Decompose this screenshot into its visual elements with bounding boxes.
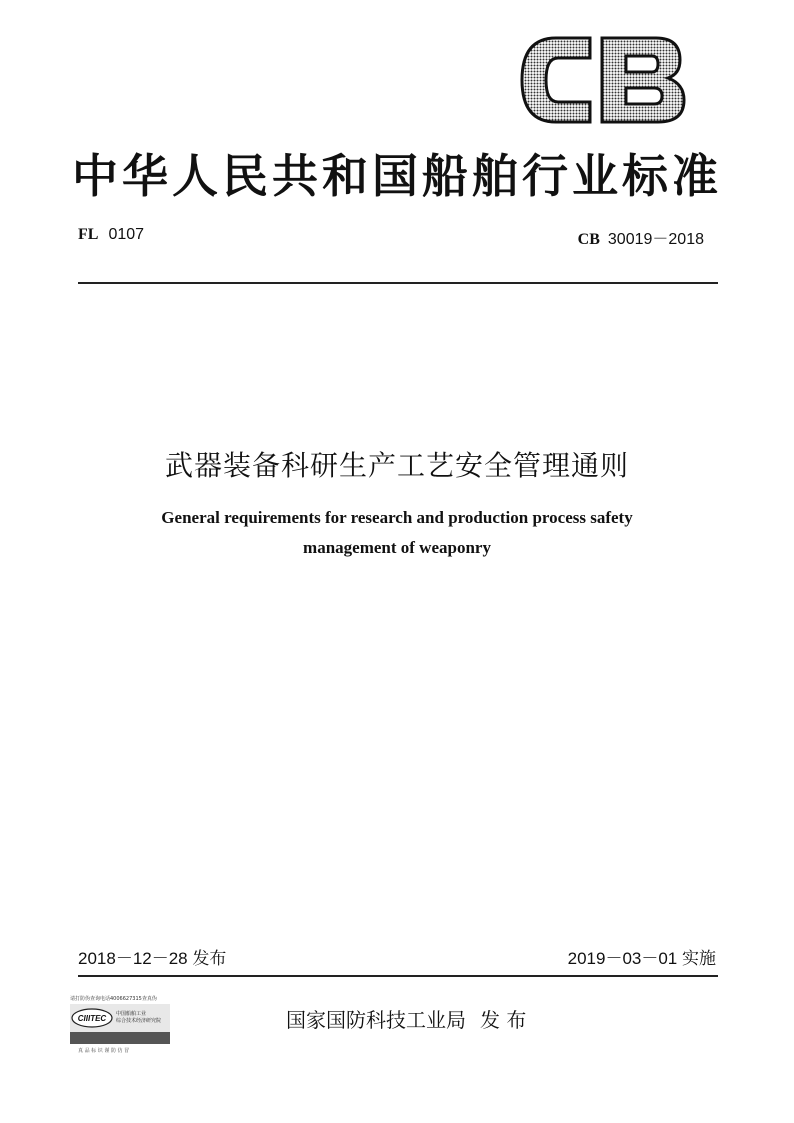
footer-divider xyxy=(78,975,718,977)
publisher-name: 国家国防科技工业局 xyxy=(286,1008,466,1032)
publish-word: 发 布 xyxy=(480,1008,527,1032)
stamp-organization xyxy=(116,1011,161,1025)
stamp-hotline: 请打防伪查询电话4006627315查真伪 xyxy=(70,996,157,1002)
stamp-brand: CIIITEC xyxy=(77,1014,107,1023)
standard-title: 中华人民共和国船舶行业标准 xyxy=(72,149,722,203)
cb-number: 30019－2018 xyxy=(607,231,704,248)
document-title-en-line1: General requirements for research and production process safety xyxy=(161,508,633,527)
stamp-footer: 真 品 标 识 谨 防 仿 冒 xyxy=(78,1048,130,1054)
document-title-cn: 武器装备科研生产工艺安全管理通则 xyxy=(164,449,629,482)
publisher xyxy=(286,1004,540,1033)
cb-label: CB xyxy=(577,231,600,248)
cb-standard-number xyxy=(578,226,704,249)
effective-date: 2019－03－01 实施 xyxy=(567,949,716,968)
stamp-org-line2: 综合技术经济研究院 xyxy=(116,1018,162,1024)
issue-date: 2018－12－28 发布 xyxy=(78,949,227,968)
header-divider xyxy=(78,282,718,284)
fl-classification-code xyxy=(78,226,144,244)
fl-number: 0107 xyxy=(108,226,145,243)
cb-logo xyxy=(518,34,688,126)
document-title-en-line2: management of weaponry xyxy=(303,538,491,557)
stamp-org-line1: 中国船舶工业 xyxy=(116,1011,147,1017)
fl-label: FL xyxy=(78,226,99,243)
